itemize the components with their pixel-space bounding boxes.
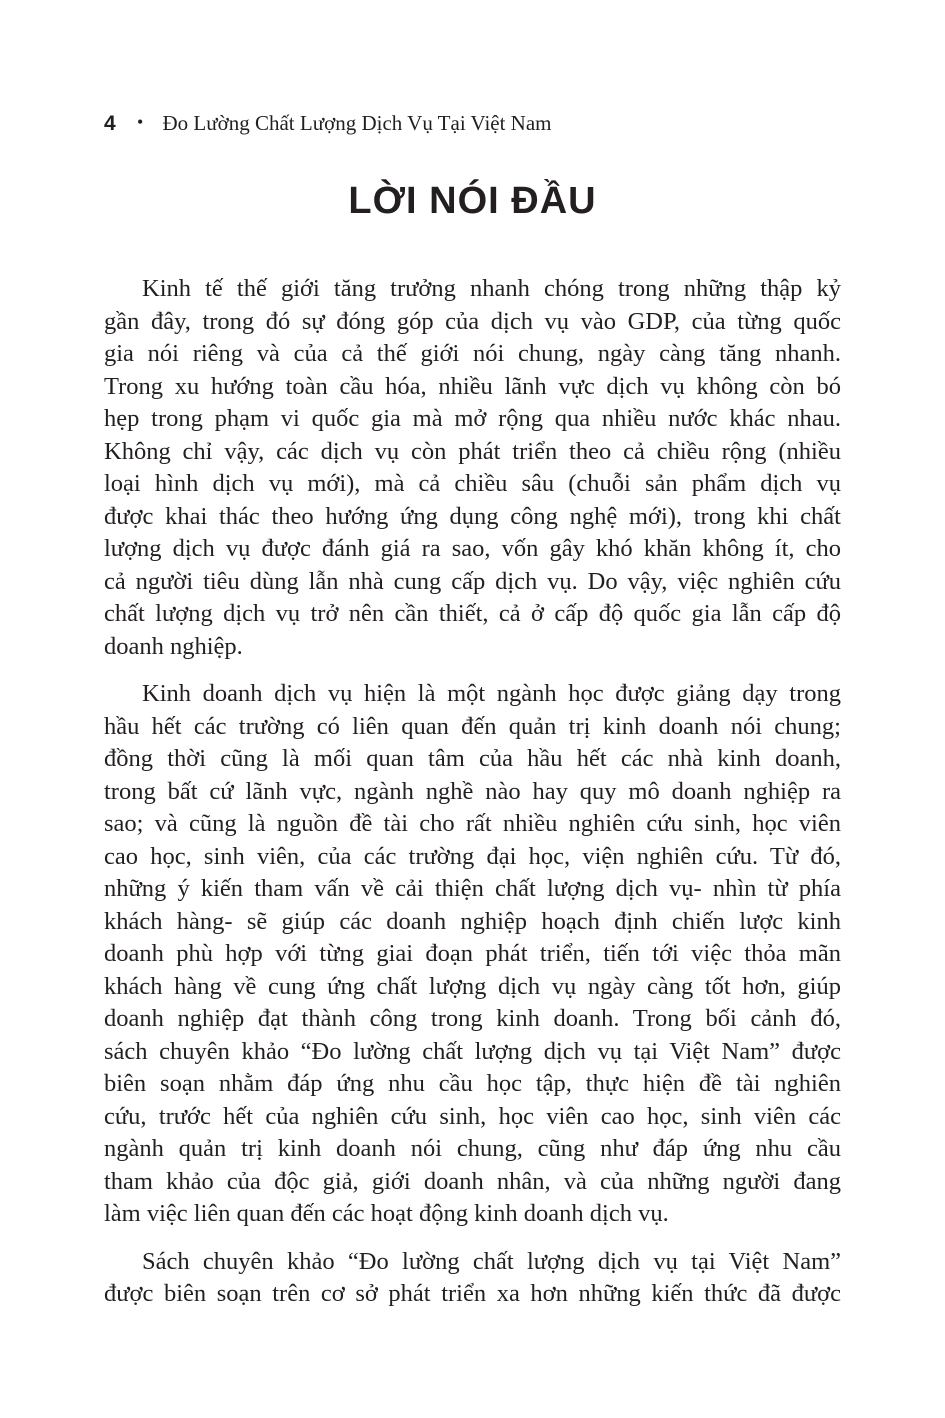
text-line: doanh phù hợp với từng giai đoạn phát triển, tiến tới việc thỏa mãn (104, 940, 841, 967)
text-line: cao học, sinh viên, của các trường đại học, viện nghiên cứu. Từ đó, (104, 842, 841, 870)
text-line: khách hàng về cung ứng chất lượng dịch vụ ngày càng tốt hơn, giúp (104, 972, 841, 1000)
text-line: biên soạn nhằm đáp ứng nhu cầu học tập, thực hiện đề tài nghiên (104, 1070, 841, 1097)
text-line: doanh nghiệp. (104, 632, 243, 660)
running-header (104, 108, 552, 139)
text-line: khách hàng- sẽ giúp các doanh nghiệp hoạch định chiến lược kinh (104, 907, 841, 935)
text-line: gần đây, trong đó sự đóng góp của dịch vụ vào GDP, của từng quốc (104, 307, 841, 335)
text-line: Kinh doanh dịch vụ hiện là một ngành học được giảng dạy trong (142, 680, 841, 707)
text-line: loại hình dịch vụ mới), mà cả chiều sâu (chuỗi sản phẩm dịch vụ (104, 470, 841, 497)
text-line: hẹp trong phạm vi quốc gia mà mở rộng qua nhiều nước khác nhau. (104, 405, 841, 432)
text-line: sao; và cũng là nguồn đề tài cho rất nhiều nghiên cứu sinh, học viên (104, 810, 841, 837)
text-line: được biên soạn trên cơ sở phát triển xa hơn những kiến thức đã được (104, 1280, 841, 1307)
text-line: cả người tiêu dùng lẫn nhà cung cấp dịch vụ. Do vậy, việc nghiên cứu (104, 567, 841, 595)
text-line: sách chuyên khảo “Đo lường chất lượng dịch vụ tại Việt Nam” được (104, 1037, 841, 1065)
text-line: doanh nghiệp đạt thành công trong kinh doanh. Trong bối cảnh đó, (104, 1005, 841, 1032)
text-line: Kinh tế thế giới tăng trưởng nhanh chóng trong những thập kỷ (142, 275, 841, 302)
text-line: lượng dịch vụ được đánh giá ra sao, vốn gây khó khăn không ít, cho (104, 535, 841, 562)
text-line: làm việc liên quan đến các hoạt động kinh doanh dịch vụ. (104, 1200, 669, 1227)
book-title: Đo Lường Chất Lượng Dịch Vụ Tại Việt Nam (162, 111, 552, 135)
paragraph (104, 1246, 841, 1311)
text-line: Không chỉ vậy, các dịch vụ còn phát triển theo cả chiều rộng (nhiều (104, 437, 841, 465)
text-line: gia nói riêng và của cả thế giới nói chung, ngày càng tăng nhanh. (104, 340, 841, 367)
chapter-title: LỜI NÓI ĐẦU (348, 180, 597, 222)
text-line: tham khảo của độc giả, giới doanh nhân, và của những người đang (104, 1167, 841, 1195)
text-line: hầu hết các trường có liên quan đến quản trị kinh doanh nói chung; (104, 712, 841, 740)
text-line: Sách chuyên khảo “Đo lường chất lượng dịch vụ tại Việt Nam” (142, 1247, 841, 1275)
text-line: đồng thời cũng là mối quan tâm của hầu hết các nhà kinh doanh, (104, 745, 841, 772)
paragraph (104, 678, 841, 1231)
text-line: Trong xu hướng toàn cầu hóa, nhiều lãnh vực dịch vụ không còn bó (104, 372, 841, 400)
page-number: 4 (104, 112, 116, 135)
text-line: cứu, trước hết của nghiên cứu sinh, học viên cao học, sinh viên các (104, 1102, 841, 1130)
text-line: chất lượng dịch vụ trở nên cần thiết, cả ở cấp độ quốc gia lẫn cấp độ (104, 600, 841, 627)
body-text (104, 273, 841, 1326)
header-separator: • (136, 112, 144, 132)
text-line: những ý kiến tham vấn về cải thiện chất lượng dịch vụ- nhìn từ phía (104, 875, 841, 902)
text-line: ngành quản trị kinh doanh nói chung, cũng như đáp ứng nhu cầu (104, 1135, 841, 1162)
paragraph (104, 273, 841, 663)
text-line: được khai thác theo hướng ứng dụng công nghệ mới), trong khi chất (104, 502, 841, 530)
text-line: trong bất cứ lãnh vực, ngành nghề nào hay quy mô doanh nghiệp ra (104, 777, 841, 805)
